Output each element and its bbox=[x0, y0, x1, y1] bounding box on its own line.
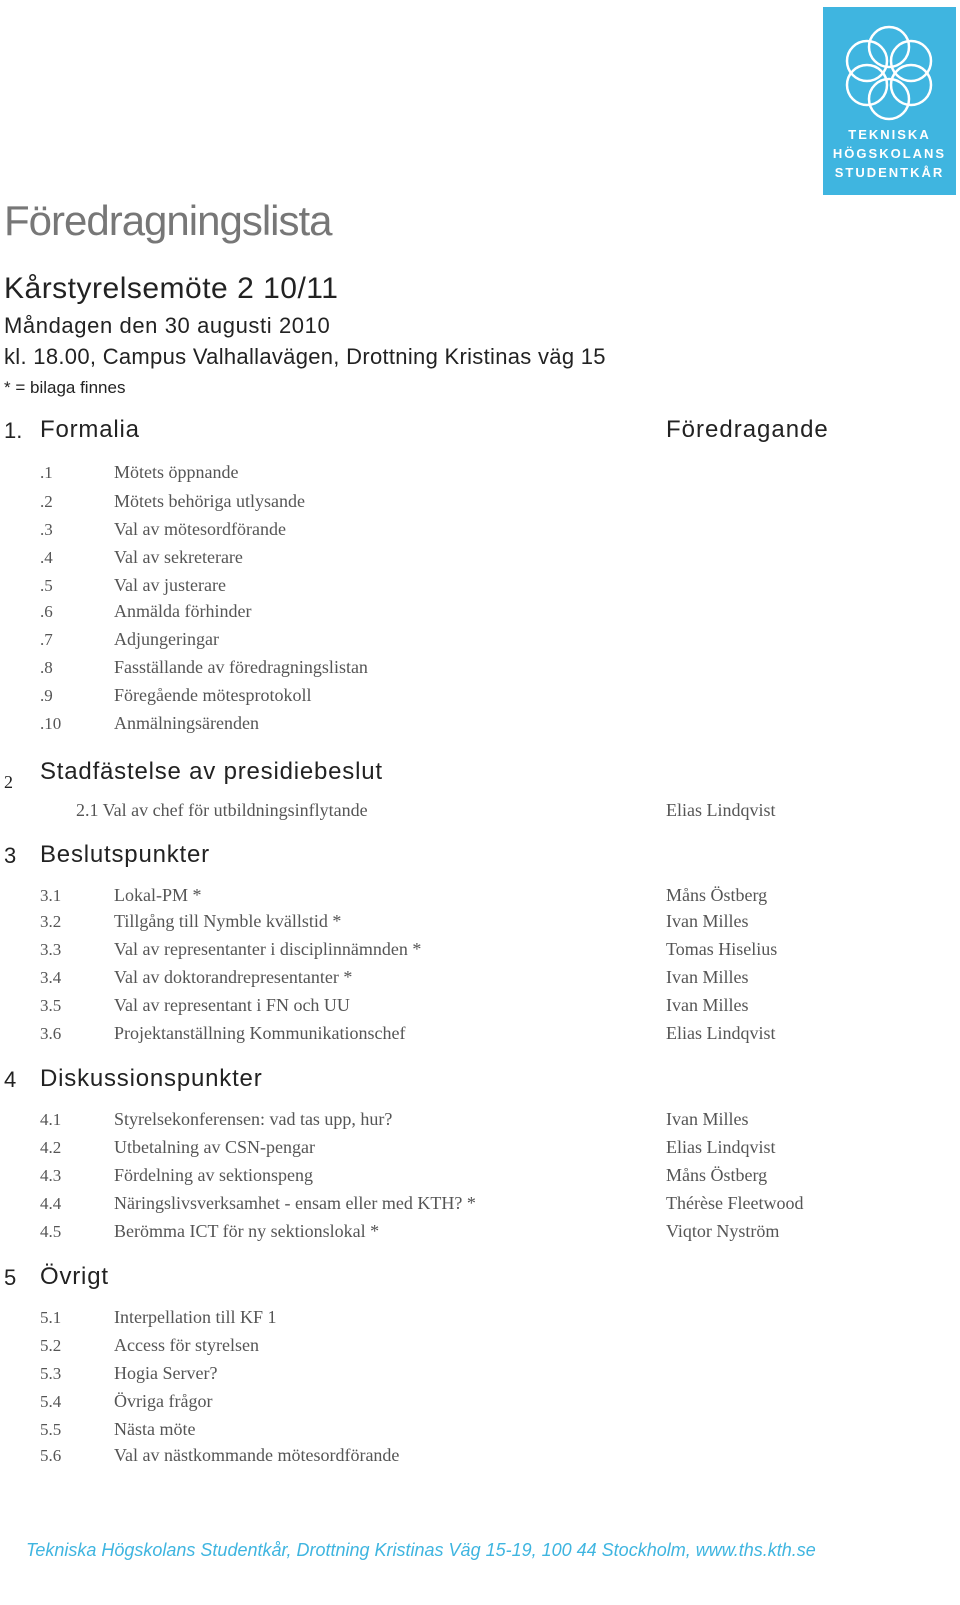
section-number: 5 bbox=[4, 1265, 17, 1290]
item-presenter: Tomas Hiselius bbox=[666, 939, 778, 959]
item-number: 5.4 bbox=[40, 1392, 62, 1411]
attachment-note: * = bilaga finnes bbox=[4, 378, 126, 397]
item-text: Lokal-PM * bbox=[114, 885, 202, 905]
item-text: Fasställande av föredragningslistan bbox=[114, 657, 368, 677]
item-presenter: Thérèse Fleetwood bbox=[666, 1193, 804, 1213]
item-text: Anmälda förhinder bbox=[114, 601, 252, 621]
item-text: Val av representant i FN och UU bbox=[114, 995, 350, 1015]
item-number: 5.1 bbox=[40, 1308, 62, 1327]
item-text: Fördelning av sektionspeng bbox=[114, 1165, 313, 1185]
logo-text-line-3: STUDENTKÅR bbox=[834, 165, 945, 180]
section-title-stadfastelse: Stadfästelse av presidiebeslut bbox=[40, 758, 383, 785]
logo-text-line-2: HÖGSKOLANS bbox=[832, 146, 947, 161]
section-title-formalia: Formalia bbox=[40, 416, 140, 443]
item-number: 4.5 bbox=[40, 1222, 62, 1241]
item-text: Mötets behöriga utlysande bbox=[114, 491, 305, 511]
section-number: 1. bbox=[4, 418, 23, 443]
item-number: .4 bbox=[40, 548, 53, 567]
item-number: 4.3 bbox=[40, 1166, 62, 1185]
item-text: Anmälningsärenden bbox=[114, 713, 259, 733]
item-text: Nästa möte bbox=[114, 1419, 196, 1439]
item-number: 4.1 bbox=[40, 1110, 62, 1129]
item-number: 3.4 bbox=[40, 968, 62, 987]
item-number: 4.4 bbox=[40, 1194, 62, 1213]
item-text: Projektanställning Kommunikationschef bbox=[114, 1023, 406, 1043]
item-presenter: Elias Lindqvist bbox=[666, 1137, 776, 1157]
item-number: 5.6 bbox=[40, 1446, 62, 1465]
meeting-date: Måndagen den 30 augusti 2010 bbox=[4, 313, 331, 338]
item-text: Övriga frågor bbox=[114, 1391, 213, 1411]
item-number: 3.2 bbox=[40, 912, 62, 931]
item-text: Berömma ICT för ny sektionslokal * bbox=[114, 1221, 380, 1241]
item-text: Styrelsekonferensen: vad tas upp, hur? bbox=[114, 1109, 393, 1129]
item-text: Access för styrelsen bbox=[114, 1335, 259, 1355]
logo-text-line-1: TEKNISKA bbox=[848, 127, 931, 142]
item-presenter: Måns Östberg bbox=[666, 885, 768, 905]
item-number: .5 bbox=[40, 576, 53, 595]
item-number: 3.3 bbox=[40, 940, 62, 959]
item-presenter: Ivan Milles bbox=[666, 995, 749, 1015]
section-title-ovrigt: Övrigt bbox=[40, 1263, 109, 1290]
ths-logo bbox=[823, 7, 956, 195]
item-number: 4.2 bbox=[40, 1138, 62, 1157]
item-text: Näringslivsverksamhet - ensam eller med KTH? * bbox=[114, 1193, 476, 1213]
item-number: .2 bbox=[40, 492, 53, 511]
section-title-diskussionspunkter: Diskussionspunkter bbox=[40, 1065, 263, 1092]
item-text: Föregående mötesprotokoll bbox=[114, 685, 312, 705]
item-presenter: Måns Östberg bbox=[666, 1165, 768, 1185]
item-number: 3.6 bbox=[40, 1024, 62, 1043]
item-presenter: Ivan Milles bbox=[666, 967, 749, 987]
item-number: .10 bbox=[40, 714, 62, 733]
section-number: 3 bbox=[4, 843, 17, 868]
item-text: Hogia Server? bbox=[114, 1363, 218, 1383]
meeting-time-place: kl. 18.00, Campus Valhallavägen, Drottning Kristinas väg 15 bbox=[4, 344, 606, 369]
item-text: Adjungeringar bbox=[114, 629, 219, 649]
item-text: Tillgång till Nymble kvällstid * bbox=[114, 911, 342, 931]
rings-emblem-icon bbox=[837, 21, 942, 126]
section-number: 2 bbox=[4, 772, 13, 792]
item-text: 2.1 Val av chef för utbildningsinflytande bbox=[76, 800, 368, 820]
item-text: Val av sekreterare bbox=[114, 547, 243, 567]
item-number: 3.5 bbox=[40, 996, 62, 1015]
item-number: .3 bbox=[40, 520, 53, 539]
item-presenter: Ivan Milles bbox=[666, 911, 749, 931]
item-text: Mötets öppnande bbox=[114, 462, 239, 482]
item-number: 5.3 bbox=[40, 1364, 62, 1383]
item-text: Val av justerare bbox=[114, 575, 226, 595]
item-text: Val av representanter i disciplinnämnden * bbox=[114, 939, 422, 959]
item-presenter: Viqtor Nyström bbox=[666, 1221, 780, 1241]
footer-address: Tekniska Högskolans Studentkår, Drottning Kristinas Väg 15-19, 100 44 Stockholm, www.ths.kth.se bbox=[26, 1540, 816, 1560]
item-number: .6 bbox=[40, 602, 53, 621]
item-number: 5.5 bbox=[40, 1420, 62, 1439]
item-presenter: Elias Lindqvist bbox=[666, 800, 776, 820]
meeting-title: Kårstyrelsemöte 2 10/11 bbox=[4, 272, 339, 305]
section-title-beslutspunkter: Beslutspunkter bbox=[40, 841, 210, 868]
item-text: Val av doktorandrepresentanter * bbox=[114, 967, 353, 987]
item-presenter: Elias Lindqvist bbox=[666, 1023, 776, 1043]
item-text: Val av nästkommande mötesordförande bbox=[114, 1445, 400, 1465]
item-text: Utbetalning av CSN-pengar bbox=[114, 1137, 315, 1157]
item-number: .9 bbox=[40, 686, 53, 705]
item-number: .8 bbox=[40, 658, 53, 677]
item-presenter: Ivan Milles bbox=[666, 1109, 749, 1129]
section-number: 4 bbox=[4, 1067, 17, 1092]
item-number: .7 bbox=[40, 630, 53, 649]
item-number: 3.1 bbox=[40, 886, 62, 905]
document-title: Föredragningslista bbox=[4, 197, 332, 244]
presenter-header: Föredragande bbox=[666, 416, 829, 443]
item-number: 5.2 bbox=[40, 1336, 62, 1355]
item-number: .1 bbox=[40, 463, 53, 482]
item-text: Val av mötesordförande bbox=[114, 519, 286, 539]
item-text: Interpellation till KF 1 bbox=[114, 1307, 277, 1327]
